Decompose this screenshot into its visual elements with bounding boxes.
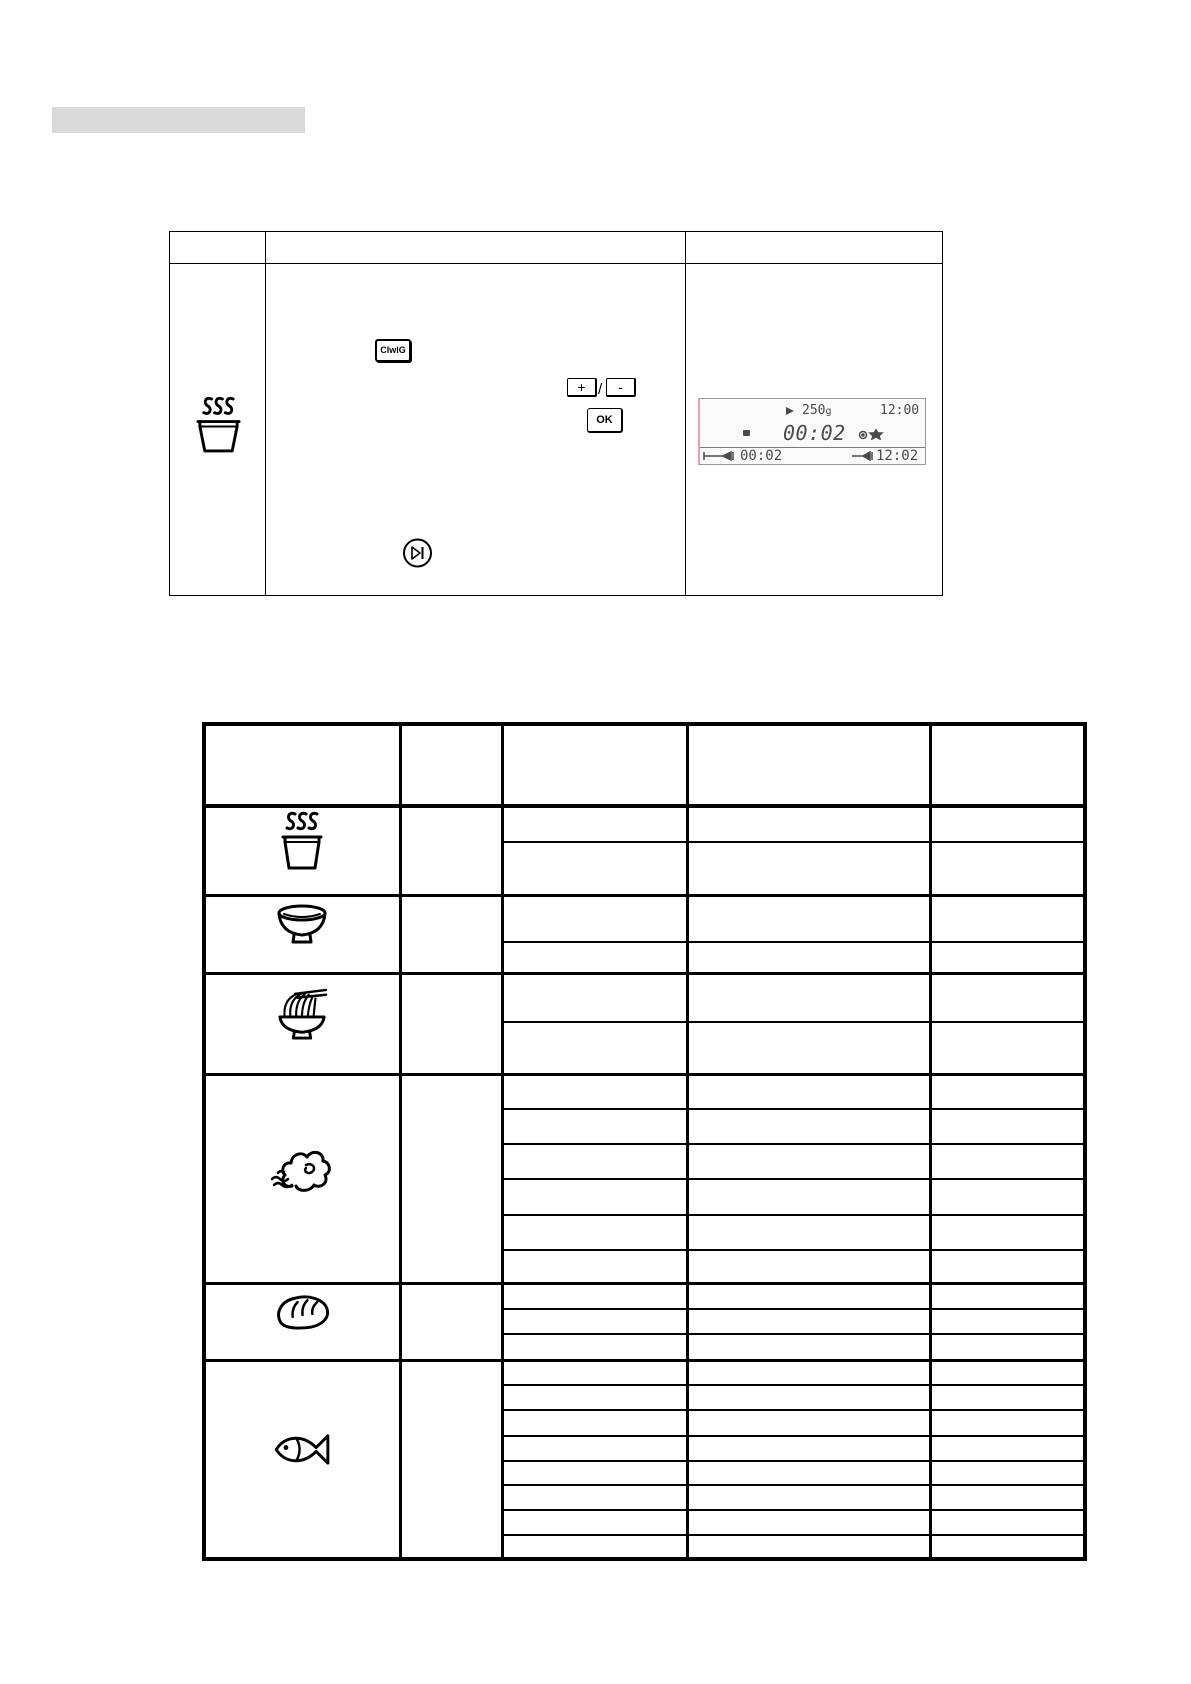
- table-cell: [502, 1485, 687, 1510]
- table-cell: [687, 973, 930, 1022]
- table-cell: [930, 1309, 1085, 1334]
- section-heading-bar: [52, 107, 305, 133]
- program-cell: [400, 895, 502, 973]
- table-cell: [502, 1309, 687, 1334]
- table-cell: [687, 942, 930, 973]
- table-cell: [502, 942, 687, 973]
- lcd-weight-unit: g: [825, 406, 832, 417]
- header-cell: [170, 232, 266, 264]
- program-row: [204, 1283, 1085, 1309]
- table-cell: [502, 1535, 687, 1559]
- program-row: [204, 1074, 1085, 1109]
- menu-button-label: ClwlG: [380, 345, 406, 355]
- table-cell: [930, 1461, 1085, 1485]
- table-cell: [930, 1510, 1085, 1535]
- header-cell: [204, 724, 400, 806]
- table-cell: [687, 842, 930, 895]
- table-cell: [930, 842, 1085, 895]
- table-cell: [930, 1022, 1085, 1074]
- plus-button-graphic: [567, 378, 597, 397]
- noodle-bowl-icon: [275, 988, 329, 1040]
- table-cell: [687, 1250, 930, 1283]
- steam-mode-icons: [858, 428, 886, 440]
- table-cell: [930, 1485, 1085, 1510]
- table-cell: [502, 1360, 687, 1385]
- table-cell: [502, 1436, 687, 1461]
- table-cell: [502, 1461, 687, 1485]
- table-cell: [687, 1309, 930, 1334]
- instruction-table-row: [170, 264, 943, 596]
- program-icon-cell: [204, 895, 400, 973]
- program-symbol-cell: [170, 264, 266, 596]
- program-cell: [400, 1283, 502, 1360]
- table-cell: [502, 1109, 687, 1144]
- header-cell: [686, 232, 943, 264]
- table-cell: [930, 1074, 1085, 1109]
- table-cell: [502, 806, 687, 842]
- lcd-end-time: 12:02: [876, 448, 919, 464]
- program-icon-cell: [204, 973, 400, 1074]
- lcd-weight-value: 250: [802, 403, 826, 418]
- table-cell: [502, 1250, 687, 1283]
- table-cell: [687, 1334, 930, 1360]
- lcd-duration: 00:02: [740, 448, 783, 464]
- table-cell: [687, 1510, 930, 1535]
- header-cell: [400, 724, 502, 806]
- menu-button-graphic: [375, 339, 411, 362]
- table-cell: [502, 895, 687, 942]
- table-cell: [687, 1385, 930, 1410]
- header-cell: [502, 724, 687, 806]
- table-cell: [930, 1179, 1085, 1215]
- minus-button-graphic: [606, 378, 636, 397]
- program-table: [202, 722, 1087, 1561]
- minus-button-label: -: [618, 379, 623, 395]
- table-cell: [687, 1461, 930, 1485]
- table-cell: [930, 1410, 1085, 1436]
- table-cell: [687, 1283, 930, 1309]
- table-cell: [502, 1022, 687, 1074]
- table-cell: [687, 1144, 930, 1179]
- table-cell: [930, 1283, 1085, 1309]
- table-cell: [687, 1360, 930, 1385]
- table-cell: [502, 1074, 687, 1109]
- fish-icon: [273, 1430, 332, 1469]
- program-cell: [400, 973, 502, 1074]
- table-cell: [930, 1385, 1085, 1410]
- bread-loaf-icon: [275, 1293, 330, 1331]
- program-icon-cell: [204, 806, 400, 895]
- cell-content: [686, 264, 942, 595]
- start-pause-icon: [402, 538, 433, 568]
- table-cell: [687, 1179, 930, 1215]
- table-cell: [930, 973, 1085, 1022]
- table-cell: [502, 1283, 687, 1309]
- table-cell: [687, 806, 930, 842]
- table-cell: [687, 1074, 930, 1109]
- table-cell: [687, 1022, 930, 1074]
- table-cell: [687, 1436, 930, 1461]
- header-cell: [930, 724, 1085, 806]
- end-time-icon: [851, 451, 873, 461]
- lcd-weight: [802, 403, 832, 420]
- table-cell: [687, 895, 930, 942]
- program-row: [204, 973, 1085, 1022]
- display-cell: [686, 264, 943, 596]
- table-cell: [930, 1109, 1085, 1144]
- plus-button-label: +: [577, 379, 586, 395]
- instruction-table-header-row: [170, 232, 943, 264]
- lcd-clock: 12:00: [880, 403, 920, 418]
- program-table-header-row: [204, 724, 1085, 806]
- table-cell: [930, 895, 1085, 942]
- food-indicator-icon: [743, 430, 750, 436]
- pointer-arrow-icon: [786, 407, 794, 415]
- lcd-timer: 00:02: [783, 421, 846, 445]
- table-cell: [502, 1215, 687, 1250]
- button-separator: /: [598, 381, 603, 398]
- program-cell: [400, 1074, 502, 1283]
- table-cell: [930, 1436, 1085, 1461]
- ok-button-label: OK: [596, 413, 613, 426]
- cell-content: [170, 264, 265, 595]
- table-cell: [502, 1385, 687, 1410]
- header-cell: [687, 724, 930, 806]
- program-cell: [400, 1360, 502, 1559]
- table-cell: [930, 942, 1085, 973]
- table-cell: [687, 1485, 930, 1510]
- program-icon-cell: [204, 1283, 400, 1360]
- program-row: [204, 895, 1085, 942]
- table-cell: [687, 1215, 930, 1250]
- table-cell: [502, 1410, 687, 1436]
- table-cell: [502, 973, 687, 1022]
- ok-button-graphic: [587, 408, 623, 433]
- table-cell: [930, 1334, 1085, 1360]
- lcd-display: [698, 398, 926, 465]
- table-cell: [930, 1360, 1085, 1385]
- instruction-table: [169, 231, 943, 596]
- table-cell: [502, 842, 687, 895]
- steam-pot-icon: [194, 395, 243, 454]
- header-cell: [266, 232, 686, 264]
- table-cell: [930, 1144, 1085, 1179]
- duration-icon: [703, 451, 737, 461]
- program-cell: [400, 806, 502, 895]
- rice-bowl-icon: [275, 903, 329, 945]
- table-cell: [687, 1109, 930, 1144]
- table-cell: [502, 1510, 687, 1535]
- table-cell: [687, 1535, 930, 1559]
- steam-cloud-icon: [270, 1142, 334, 1196]
- cell-content: [266, 264, 685, 595]
- table-cell: [930, 1215, 1085, 1250]
- steam-pot-icon: [280, 811, 324, 871]
- program-row: [204, 1360, 1085, 1385]
- table-cell: [930, 1250, 1085, 1283]
- program-icon-cell: [204, 1074, 400, 1283]
- operation-steps-cell: [266, 264, 686, 596]
- table-cell: [930, 1535, 1085, 1559]
- table-cell: [502, 1334, 687, 1360]
- table-cell: [930, 806, 1085, 842]
- program-row: [204, 806, 1085, 842]
- table-cell: [502, 1179, 687, 1215]
- program-icon-cell: [204, 1360, 400, 1559]
- table-cell: [687, 1410, 930, 1436]
- table-cell: [502, 1144, 687, 1179]
